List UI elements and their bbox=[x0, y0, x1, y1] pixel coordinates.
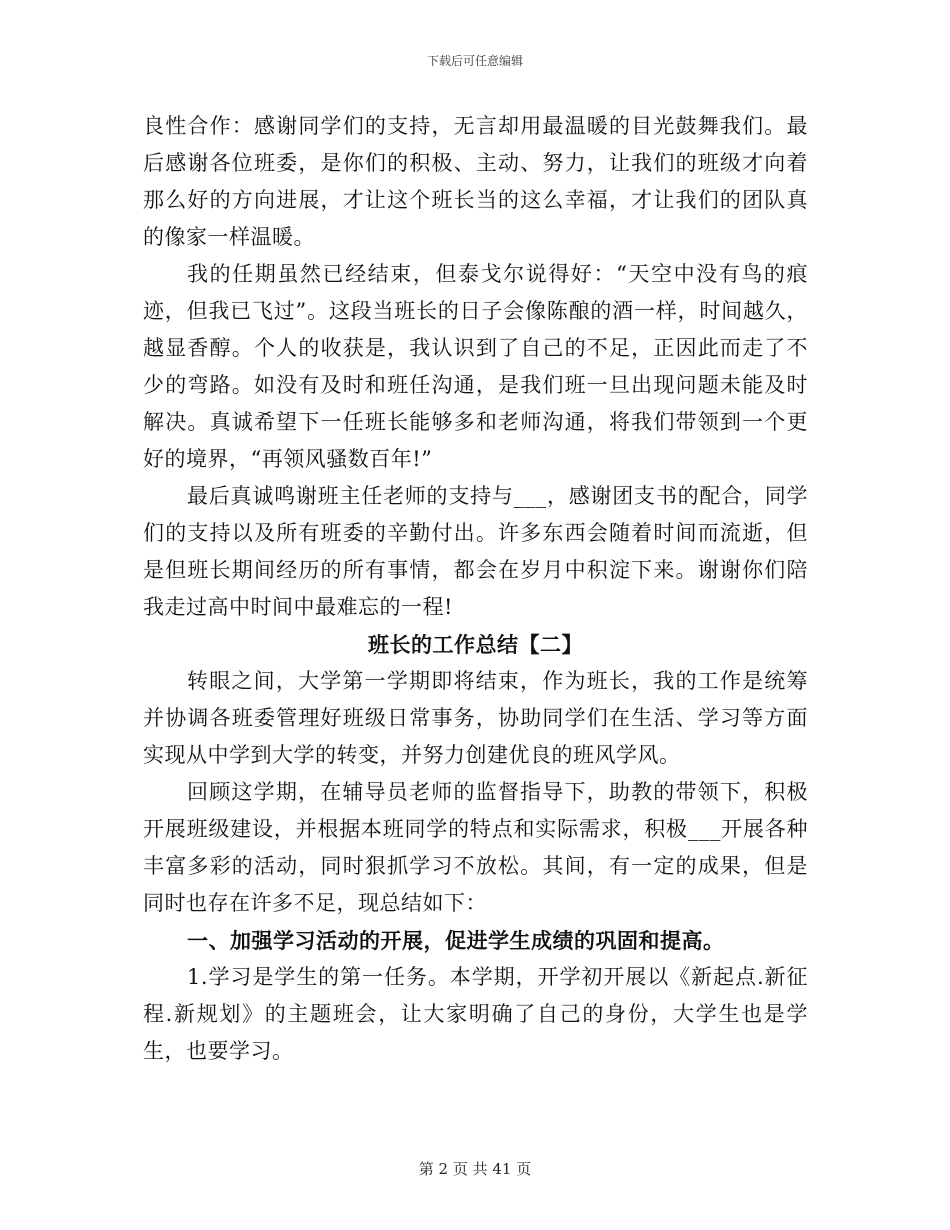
paragraph-intro: 转眼之间，大学第一学期即将结束，作为班长，我的工作是统筹并协调各班委管理好班级日常事务，协助同学们在生活、学习等方面实现从中学到大学的转变，并努力创建优良的班风学风。 bbox=[143, 669, 808, 767]
subsection-heading: 一、加强学习活动的开展，促进学生成绩的巩固和提高。 bbox=[187, 928, 725, 953]
paragraph-study-item-1: 1.学习是学生的第一任务。本学期，开学初开展以《新起点.新征程.新规划》的主题班会，让大家明确了自己的身份，大学生也是学生，也要学习。 bbox=[143, 965, 808, 1063]
page-header-note: 下载后可任意编辑 bbox=[426, 54, 523, 68]
paragraph-final-thanks: 最后真诚鸣谢班主任老师的支持与___，感谢团支书的配合，同学们的支持以及所有班委的辛勤付出。许多东西会随着时间而流逝，但是但班长期间经历的所有事情，都会在岁月中积淀下来。谢谢你们陪我走过高中时间中最难忘的一程! bbox=[143, 484, 808, 619]
page-footer-number: 第 2 页 共 41 页 bbox=[418, 1160, 532, 1178]
paragraph-term-reflection: 我的任期虽然已经结束，但泰戈尔说得好：“天空中没有鸟的痕迹，但我已飞过”。这段当班长的日子会像陈酿的酒一样，时间越久，越显香醇。个人的收获是，我认识到了自己的不足，正因此而走了不少的弯路。如没有及时和班任沟通，是我们班一旦出现问题未能及时解决。真诚希望下一任班长能够多和老师沟通，将我们带领到一个更好的境界，“再领风骚数百年!” bbox=[143, 262, 808, 471]
paragraph-thanks-continuation: 良性合作：感谢同学们的支持，无言却用最温暖的目光鼓舞我们。最后感谢各位班委，是你们的积极、主动、努力，让我们的班级才向着那么好的方向进展，才让这个班长当的这么幸福，才让我们的团队真的像家一样温暖。 bbox=[143, 114, 808, 249]
paragraph-review: 回顾这学期，在辅导员老师的监督指导下，助教的带领下，积极开展班级建设，并根据本班同学的特点和实际需求，积极___开展各种丰富多彩的活动，同时狠抓学习不放松。其间，有一定的成果，但是同时也存在许多不足，现总结如下： bbox=[143, 780, 808, 915]
document-body bbox=[143, 108, 808, 1070]
section-title: 班长的工作总结【二】 bbox=[368, 632, 583, 657]
